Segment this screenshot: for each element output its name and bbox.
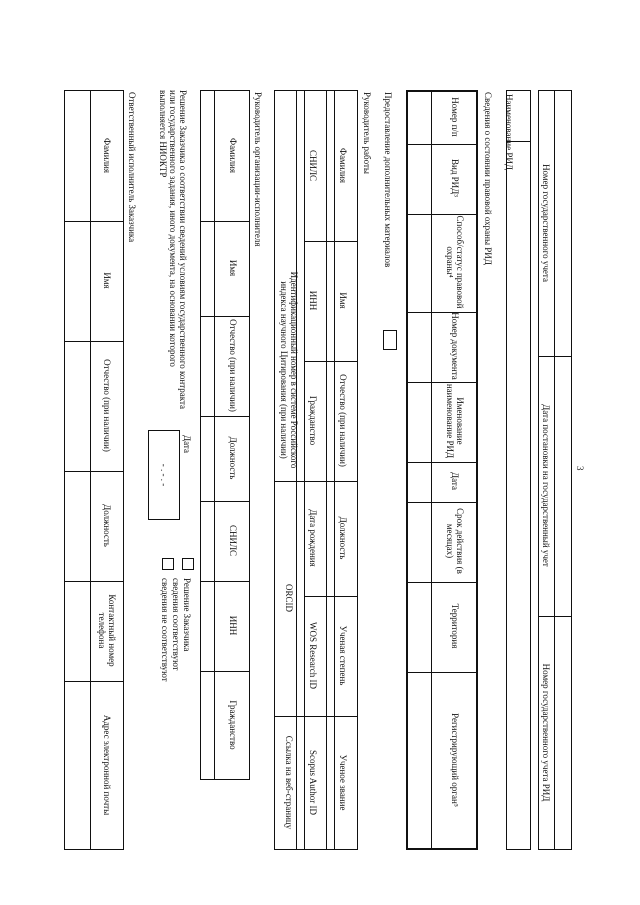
decision-text: Решение Заказчика о соответствии сведений условиям государственного контракта или государственного задания, иного документа, на основании которого выполняется НИОКТР	[158, 90, 188, 410]
legal-col-territory: Территория	[450, 603, 460, 649]
work-lead-title-rank: Ученое звание	[338, 754, 348, 811]
org-head-patronymic: Отчество (при наличии)	[228, 319, 238, 412]
org-head-snils: СНИЛС	[228, 524, 238, 557]
work-lead-title: Руководитель работы	[362, 92, 372, 174]
decision-option-yes: сведения соответствуют	[171, 578, 181, 671]
rid-name-label: Наименование РИД	[504, 94, 514, 170]
decision-title: Решение Заказчика	[182, 578, 192, 652]
work-lead-patronymic: Отчество (при наличии)	[338, 374, 348, 467]
decision-date-value: - . - . -	[159, 463, 169, 487]
work-lead-degree: Ученая степень	[338, 625, 348, 686]
work-lead-webpage: Ссылка на веб-страницу	[284, 735, 294, 830]
legal-col-rid-type: Вид РИД³	[450, 159, 460, 197]
page-number: 3	[575, 466, 585, 471]
work-lead-rinc-id: Идентификационный номер в системе Российского индекса научного Цитирования (при наличии)	[279, 271, 299, 469]
responsible-table	[64, 90, 124, 850]
work-lead-inn: ИНН	[308, 290, 318, 311]
org-head-inn: ИНН	[228, 615, 238, 636]
responsible-title: Ответственный исполнитель Заказчика	[127, 92, 137, 243]
decision-no-checkbox[interactable]	[162, 558, 174, 570]
work-lead-scopus-id: Scopus Author ID	[308, 750, 318, 815]
work-lead-birthdate: Дата рождения	[308, 509, 318, 567]
legal-col-rid-name: Именование наименование РИД	[445, 383, 465, 459]
responsible-phone: Контактный номер телефона	[97, 594, 117, 667]
responsible-surname: Фамилия	[102, 137, 112, 174]
work-lead-position: Должность	[338, 516, 348, 560]
work-lead-wos-id: WOS Research ID	[308, 622, 318, 689]
rid-registration-number-header: Номер государственного учета РИД	[541, 663, 551, 802]
responsible-name: Имя	[102, 272, 112, 289]
responsible-position: Должность	[102, 504, 112, 547]
legal-col-registrar: Регистрирующий орган⁵	[450, 713, 460, 807]
org-head-name: Имя	[228, 259, 238, 277]
work-lead-name: Имя	[338, 292, 348, 309]
additional-materials-checkbox[interactable]	[383, 330, 397, 350]
registration-number-header: Номер государственного учета	[541, 164, 551, 282]
rid-name-row	[506, 90, 531, 850]
legal-col-number: Номер п/п	[450, 97, 460, 137]
org-head-table	[200, 90, 250, 780]
decision-yes-checkbox[interactable]	[182, 558, 194, 570]
responsible-email: Адрес электронной почты	[102, 714, 112, 816]
legal-col-protection: Способ/статус правовой охраны⁴	[445, 215, 465, 309]
work-lead-orcid: ORCID	[284, 583, 294, 612]
responsible-patronymic: Отчество (при наличии)	[102, 359, 112, 452]
work-lead-surname: Фамилия	[338, 147, 348, 184]
org-head-title: Руководитель организации-исполнителя	[253, 92, 263, 247]
additional-materials-label: Предоставление дополнительных материалов	[383, 92, 393, 268]
legal-col-duration: Срок действия (в месяцах)	[445, 508, 465, 574]
org-head-citizenship: Гражданство	[228, 700, 238, 750]
decision-option-no: сведения не соответствуют	[160, 578, 170, 682]
legal-section-title: Сведения о состоянии правовой охраны РИД	[483, 92, 493, 265]
work-lead-snils: СНИЛС	[308, 149, 318, 182]
org-head-surname: Фамилия	[228, 137, 238, 174]
registration-date-header: Дата постановки на государственный учет	[541, 404, 551, 567]
legal-col-date: Дата	[450, 472, 460, 490]
decision-date-label: Дата	[182, 435, 192, 453]
legal-col-doc-number: Номер документа	[450, 312, 460, 380]
org-head-position: Должность	[228, 436, 238, 480]
work-lead-citizenship: Гражданство	[308, 395, 318, 446]
